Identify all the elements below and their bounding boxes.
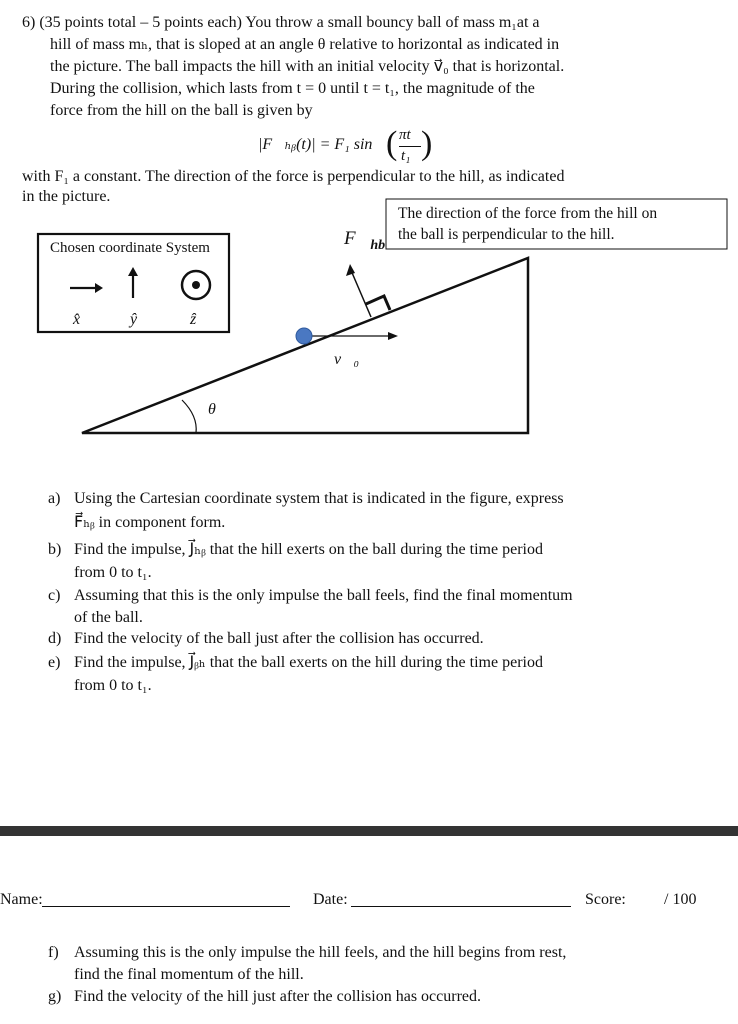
question-text: from 0 to t₁. bbox=[74, 677, 152, 694]
force-label bbox=[344, 228, 385, 257]
coord-title: Chosen coordinate System bbox=[50, 240, 210, 256]
date-label: Date: bbox=[313, 891, 348, 908]
x-hat-label: x̂ bbox=[73, 311, 81, 328]
question-text: Find the impulse, J⃗ᵦₕ that the ball exerts on the hill during the time period bbox=[74, 654, 543, 671]
force-symbol: F⃗ bbox=[344, 228, 371, 249]
force-subscript: hb bbox=[370, 238, 386, 253]
question-list-2 bbox=[48, 942, 728, 1022]
name-field[interactable] bbox=[42, 890, 290, 907]
intro-line: 6) (35 points total – 5 points each) You throw a small bouncy ball of mass m₁at a bbox=[22, 14, 540, 31]
equation-lhs: |F⃗ₕᵦ(t)| = F₁ sin bbox=[258, 136, 373, 153]
question-list bbox=[48, 488, 728, 698]
paren-right: ) bbox=[421, 125, 433, 162]
problem-intro bbox=[22, 12, 722, 124]
score-total: / 100 bbox=[664, 891, 697, 908]
question-text: Find the velocity of the hill just after the collision has occurred. bbox=[74, 988, 482, 1005]
question-letter: d) bbox=[48, 630, 62, 647]
intro-line: force from the hill on the ball is given by bbox=[50, 102, 313, 119]
velocity-arrow-head bbox=[388, 332, 398, 340]
after-line: with F₁ a constant. The direction of the force is perpendicular to the hill, as indicated bbox=[22, 168, 565, 185]
velocity-label: v⃗₀ bbox=[334, 351, 360, 368]
equation-denominator: t₁ bbox=[401, 148, 411, 164]
question-text: Assuming this is the only impulse the hill feels, and the hill begins from rest, bbox=[74, 944, 567, 961]
callout-line: The direction of the force from the hill on bbox=[398, 205, 658, 222]
force-equation bbox=[258, 126, 458, 166]
angle-arc bbox=[182, 400, 196, 433]
ball bbox=[296, 328, 312, 344]
question-text: Find the velocity of the ball just after the collision has occurred. bbox=[74, 630, 484, 647]
callout-line: the ball is perpendicular to the hill. bbox=[398, 226, 615, 243]
question-letter: a) bbox=[48, 490, 61, 507]
question-letter: e) bbox=[48, 654, 61, 671]
z-dot-icon bbox=[192, 281, 200, 289]
question-text: F⃗ₕᵦ in component form. bbox=[74, 514, 226, 531]
z-hat-label: ẑ bbox=[190, 311, 197, 328]
force-arrow-line bbox=[350, 268, 371, 317]
question-letter: b) bbox=[48, 541, 62, 558]
question-letter: g) bbox=[48, 988, 62, 1005]
force-arrow-head bbox=[346, 264, 355, 276]
equation-numerator: πt bbox=[399, 127, 411, 143]
question-letter: f) bbox=[48, 944, 59, 961]
question-letter: c) bbox=[48, 587, 61, 604]
after-line: in the picture. bbox=[22, 188, 111, 205]
question-text: Find the impulse, J⃗ₕᵦ that the hill exerts on the ball during the time period bbox=[74, 541, 543, 558]
intro-line: During the collision, which lasts from t = 0 until t = t₁, the magnitude of the bbox=[50, 80, 535, 97]
intro-line: the picture. The ball impacts the hill with an initial velocity v⃗₀ that is horizontal. bbox=[50, 58, 565, 75]
paren-left: ( bbox=[386, 125, 398, 162]
question-text: find the final momentum of the hill. bbox=[74, 966, 304, 983]
question-text: of the ball. bbox=[74, 609, 143, 626]
angle-label: θ bbox=[208, 401, 216, 418]
right-angle-marker bbox=[366, 296, 390, 310]
question-text: Assuming that this is the only impulse the ball feels, find the final momentum bbox=[74, 587, 573, 604]
y-hat-label: ŷ bbox=[130, 311, 138, 328]
page-divider-bar bbox=[0, 826, 738, 836]
date-field[interactable] bbox=[351, 890, 571, 907]
intro-line: hill of mass mₕ, that is sloped at an angle θ relative to horizontal as indicated in bbox=[50, 36, 560, 53]
question-text: Using the Cartesian coordinate system that is indicated in the figure, express bbox=[74, 490, 564, 507]
question-text: from 0 to t₁. bbox=[74, 564, 152, 581]
name-label: Name: bbox=[0, 891, 43, 908]
score-label: Score: bbox=[585, 891, 626, 908]
